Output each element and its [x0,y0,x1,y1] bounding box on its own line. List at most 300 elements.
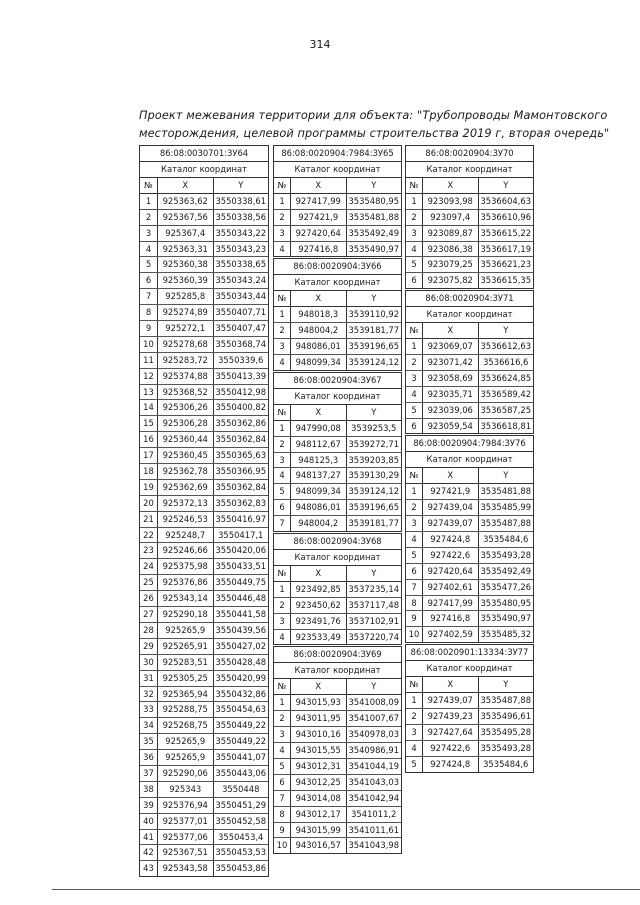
coord-x: 925360,38 [158,257,214,272]
coord-y: 3550413,39 [215,370,267,381]
catalog-caption: Каталог координат [274,663,401,679]
coord-y: 3535485,99 [480,502,532,513]
point-number: 3 [274,453,291,468]
coord-y: 3550362,84 [215,434,267,445]
coord-x: 925363,31 [158,242,214,257]
table-row [274,210,401,226]
table-row [406,257,533,273]
coord-x: 925265,9 [158,623,214,638]
table-header [274,291,401,307]
coord-y: 3550428,48 [215,656,267,667]
coord-x: 925368,52 [158,385,214,400]
point-number: 4 [140,242,158,257]
catalog-caption: Каталог координат [406,162,533,178]
coord-y: 3539181,77 [348,518,400,529]
table-row [140,798,268,814]
table-header [274,566,401,582]
table-row [274,323,401,339]
table-row [406,516,533,532]
table-row [406,273,533,288]
coord-y: 3536604,63 [480,195,532,206]
coord-x: 923079,25 [423,257,479,272]
coord-y: 3550453,4 [218,831,264,842]
coord-x: 923533,49 [291,630,347,645]
coord-y: 3550343,24 [215,275,267,286]
table-row [406,548,533,564]
coord-x: 925265,9 [158,734,214,749]
coord-x: 927439,07 [423,516,479,531]
coord-x: 923039,06 [423,403,479,418]
coord-x: 943015,55 [291,743,347,758]
coord-x: 943011,95 [291,711,347,726]
coord-x: 948086,01 [291,500,347,515]
table-row [140,496,268,512]
point-number: 5 [274,484,291,499]
parcel-id: 86:08:0020904:7984:ЗУ76 [406,436,533,452]
point-number: 6 [406,273,423,288]
table-row [140,718,268,734]
coord-x: 943010,16 [291,727,347,742]
table-row [140,782,268,798]
table-row [140,623,268,639]
coord-x: 923035,71 [423,387,479,402]
coord-y: 3550339,6 [218,354,264,365]
coord-x: 948137,27 [291,468,347,483]
coord-y: 3550368,74 [215,338,267,349]
coord-y: 3536621,23 [480,259,532,270]
coord-y: 3550420,99 [215,672,267,683]
coord-x: 923093,98 [423,194,479,209]
table-row [274,614,401,630]
coord-x: 943015,93 [291,695,347,710]
point-number: 38 [140,782,158,797]
table-row [274,500,401,516]
coord-x: 925377,01 [158,814,214,829]
coord-x: 925376,94 [158,798,214,813]
point-number: 5 [406,403,423,418]
coord-x: 925360,39 [158,273,214,288]
header-number: № [406,468,423,483]
column-1 [139,145,269,878]
point-number: 3 [274,727,291,742]
coord-y: 3539272,71 [348,438,400,449]
coord-y: 3535496,61 [480,711,532,722]
point-number: 1 [406,484,423,499]
table-header [274,679,401,695]
coord-x: 927420,64 [423,564,479,579]
header-x: X [423,468,479,483]
table-row [140,766,268,782]
point-number: 42 [140,845,158,860]
coord-x: 925360,44 [158,432,214,447]
point-number: 3 [406,516,423,531]
coord-x: 923097,4 [423,210,479,225]
table-row [140,400,268,416]
coord-x: 925372,13 [158,496,214,511]
coord-y: 3535484,6 [483,758,529,769]
coord-y: 3550454,63 [215,704,267,715]
table-row [406,564,533,580]
table-row [140,591,268,607]
coord-x: 925290,06 [158,766,214,781]
table-row [406,387,533,403]
point-number: 3 [274,614,291,629]
table-row [140,687,268,703]
point-number: 2 [140,210,158,225]
coord-x: 925343,58 [158,861,214,876]
parcel-id: 86:08:0020904:ЗУ66 [274,259,401,275]
table-row [274,838,401,853]
point-number: 24 [140,559,158,574]
header-y: Y [371,681,377,692]
parcel-id: 86:08:0020904:ЗУ69 [274,647,401,663]
point-number: 7 [274,516,291,531]
point-number: 9 [140,321,158,336]
point-number: 36 [140,750,158,765]
point-number: 1 [274,582,291,597]
coord-x: 925362,69 [158,480,214,495]
coord-y: 3550441,07 [215,752,267,763]
coord-x: 923059,54 [423,419,479,434]
coord-x: 925305,25 [158,671,214,686]
table-row [274,775,401,791]
coord-x: 923492,85 [291,582,347,597]
header-y: Y [503,679,509,690]
coord-y: 3536615,22 [480,227,532,238]
coord-x: 943015,99 [291,823,347,838]
table-row [140,575,268,591]
table-row [406,371,533,387]
parcel-table [273,646,402,854]
point-number: 2 [406,355,423,370]
coord-y: 3536589,42 [480,388,532,399]
footer-rule [52,889,640,890]
parcel-id: 86:08:0020901:13334:ЗУ77 [406,645,533,661]
point-number: 4 [274,355,291,370]
header-y: Y [503,180,509,190]
coord-y: 3535480,95 [348,195,400,206]
header-x: X [423,178,479,193]
title-line-2: месторождения, целевой программы строительства 2019 г, вторая очередь" [139,127,610,140]
point-number: 9 [406,611,423,626]
table-row [140,814,268,830]
coord-x: 927439,07 [423,693,479,708]
coord-y: 3536624,85 [480,372,532,383]
coord-x: 927439,23 [423,709,479,724]
catalog-caption: Каталог координат [406,661,533,677]
coord-y: 3536610,96 [480,211,532,222]
point-number: 9 [274,823,291,838]
coord-y: 3550365,63 [215,450,267,461]
point-number: 5 [406,257,423,272]
coord-x: 923069,07 [423,339,479,354]
document-title [139,107,610,143]
coord-y: 3537235,14 [348,583,400,594]
coord-x: 927421,9 [423,484,479,499]
catalog-caption: Каталог координат [274,550,401,566]
table-row [274,307,401,323]
coord-x: 925283,51 [158,655,214,670]
table-row [140,512,268,528]
point-number: 1 [406,693,423,708]
catalog-caption: Каталог координат [274,389,401,405]
coord-x: 923086,38 [423,242,479,257]
table-row [140,448,268,464]
coord-y: 3535487,88 [480,695,532,706]
coord-y: 3535484,6 [483,534,529,545]
coord-y: 3550449,75 [215,577,267,588]
table-row [140,353,268,369]
table-row [140,480,268,496]
point-number: 34 [140,718,158,733]
coord-x: 925374,88 [158,369,214,384]
point-number: 4 [406,242,423,257]
table-row [140,671,268,687]
table-header [406,468,533,484]
coord-y: 3550432,86 [215,688,267,699]
coord-x: 925367,51 [158,845,214,860]
header-number: № [406,178,423,193]
table-row [274,226,401,242]
point-number: 2 [406,210,423,225]
catalog-caption: Каталог координат [406,307,533,323]
coord-x: 925367,4 [158,226,214,241]
header-number: № [274,178,291,193]
point-number: 2 [274,323,291,338]
point-number: 40 [140,814,158,829]
coord-y: 3550362,86 [215,418,267,429]
table-row [274,807,401,823]
table-row [406,627,533,642]
coord-y: 3539196,65 [348,502,400,513]
coord-y: 3537102,91 [348,615,400,626]
point-number: 4 [274,630,291,645]
point-number: 5 [406,757,423,772]
coord-x: 948099,34 [291,484,347,499]
point-number: 6 [406,419,423,434]
point-number: 7 [274,791,291,806]
table-row [140,416,268,432]
coord-y: 3550407,47 [215,323,267,334]
coord-y: 3550453,86 [215,863,267,874]
coord-x: 925288,75 [158,702,214,717]
table-row [274,468,401,484]
parcel-table [405,435,534,643]
table-header [406,677,533,693]
coord-x: 925363,62 [158,194,214,209]
table-header [140,178,268,194]
point-number: 11 [140,353,158,368]
coord-x: 943014,08 [291,791,347,806]
table-row [274,242,401,257]
coord-x: 948004,2 [291,516,347,531]
coord-y: 3550338,56 [215,211,267,222]
coord-y: 3550343,22 [215,227,267,238]
coord-x: 943012,17 [291,807,347,822]
table-row [274,194,401,210]
coord-x: 923491,76 [291,614,347,629]
table-row [274,516,401,531]
point-number: 3 [406,226,423,241]
header-y: Y [238,180,244,190]
coord-x: 925272,1 [158,321,214,336]
header-y: Y [503,325,509,336]
page-number: 314 [309,38,331,51]
point-number: 13 [140,385,158,400]
coord-y: 3535492,49 [348,227,400,238]
point-number: 41 [140,830,158,845]
coord-y: 3550407,71 [215,307,267,318]
parcel-table [405,644,534,772]
coord-y: 3539124,12 [348,486,400,497]
coord-y: 3540986,91 [348,745,400,756]
coord-y: 3535490,97 [480,613,532,624]
coord-x: 943012,25 [291,775,347,790]
table-header [274,405,401,421]
point-number: 10 [406,627,423,642]
coord-x: 925362,78 [158,464,214,479]
parcel-id: 86:08:0020904:7984:ЗУ65 [274,146,401,162]
coord-x: 927416,8 [423,611,479,626]
header-number: № [274,566,291,581]
coord-y: 3550338,65 [215,259,267,270]
coord-y: 3539110,92 [348,309,400,320]
table-row [274,484,401,500]
table-row [274,453,401,469]
coord-y: 3550362,84 [215,481,267,492]
coord-y: 3541043,98 [348,840,400,851]
coord-x: 925365,94 [158,687,214,702]
coord-x: 925306,28 [158,416,214,431]
point-number: 2 [274,711,291,726]
coord-y: 3550448 [222,783,260,794]
parcel-table [273,533,402,645]
table-row [140,305,268,321]
point-number: 3 [406,371,423,386]
coord-x: 925283,72 [158,353,214,368]
table-row [274,598,401,614]
header-number: № [274,679,291,694]
coord-x: 925278,68 [158,337,214,352]
coord-y: 3539253,5 [351,422,397,433]
header-y: Y [371,406,377,417]
catalog-caption: Каталог координат [274,275,401,291]
table-row [140,194,268,210]
header-x: X [291,679,347,694]
coord-x: 927422,6 [423,548,479,563]
point-number: 31 [140,671,158,686]
point-number: 1 [274,194,291,209]
point-number: 4 [274,242,291,257]
coord-y: 3536617,19 [480,243,532,254]
point-number: 4 [406,387,423,402]
coord-x: 925265,91 [158,639,214,654]
coord-x: 923058,69 [423,371,479,386]
header-x: X [291,178,347,193]
coord-x: 927424,8 [423,532,479,547]
header-number: № [140,178,158,193]
coord-x: 925360,45 [158,448,214,463]
coord-y: 3535490,97 [348,243,400,254]
point-number: 14 [140,400,158,415]
coord-x: 925265,9 [158,750,214,765]
table-row [274,711,401,727]
coord-x: 923450,62 [291,598,347,613]
table-row [140,607,268,623]
coord-x: 925248,7 [158,528,214,543]
coord-y: 3539203,85 [348,454,400,465]
point-number: 2 [274,598,291,613]
table-header [406,178,533,194]
coord-y: 3535481,88 [480,486,532,497]
coord-y: 3550427,02 [215,640,267,651]
point-number: 17 [140,448,158,463]
table-row [406,339,533,355]
table-row [406,194,533,210]
coord-y: 3535492,49 [480,565,532,576]
coord-y: 3550449,22 [215,736,267,747]
point-number: 1 [406,339,423,354]
point-number: 12 [140,369,158,384]
header-number: № [406,323,423,338]
table-header [274,178,401,194]
coord-y: 3541044,19 [348,760,400,771]
point-number: 7 [406,580,423,595]
table-row [274,437,401,453]
coord-y: 3536615,35 [480,275,532,286]
table-row [406,693,533,709]
table-row [140,702,268,718]
coord-y: 3539130,29 [348,470,400,481]
parcel-id: 86:08:0020904:ЗУ71 [406,291,533,307]
table-row [274,727,401,743]
coord-y: 3539181,77 [348,325,400,336]
point-number: 10 [140,337,158,352]
point-number: 28 [140,623,158,638]
coord-x: 947990,08 [291,421,347,436]
point-number: 5 [406,548,423,563]
coord-x: 925343 [158,782,214,797]
table-row [274,339,401,355]
catalog-caption: Каталог координат [406,452,533,468]
coord-y: 3550343,23 [215,243,267,254]
coord-y: 3541008,09 [348,697,400,708]
coord-y: 3539124,12 [348,357,400,368]
coord-y: 3550362,83 [215,497,267,508]
coord-y: 3550441,58 [215,609,267,620]
point-number: 4 [406,741,423,756]
table-row [274,759,401,775]
coord-y: 3535485,32 [480,629,532,640]
point-number: 4 [274,743,291,758]
header-number: № [274,405,291,420]
table-row [274,791,401,807]
point-number: 8 [274,807,291,822]
parcel-table [273,372,402,532]
point-number: 32 [140,687,158,702]
coord-x: 943012,31 [291,759,347,774]
point-number: 1 [406,194,423,209]
coord-y: 3535477,26 [480,581,532,592]
point-number: 6 [406,564,423,579]
table-row [406,596,533,612]
table-row [140,655,268,671]
point-number: 2 [274,210,291,225]
column-3 [405,145,534,774]
point-number: 8 [406,596,423,611]
coord-y: 3550412,98 [215,386,267,397]
table-row [406,355,533,371]
